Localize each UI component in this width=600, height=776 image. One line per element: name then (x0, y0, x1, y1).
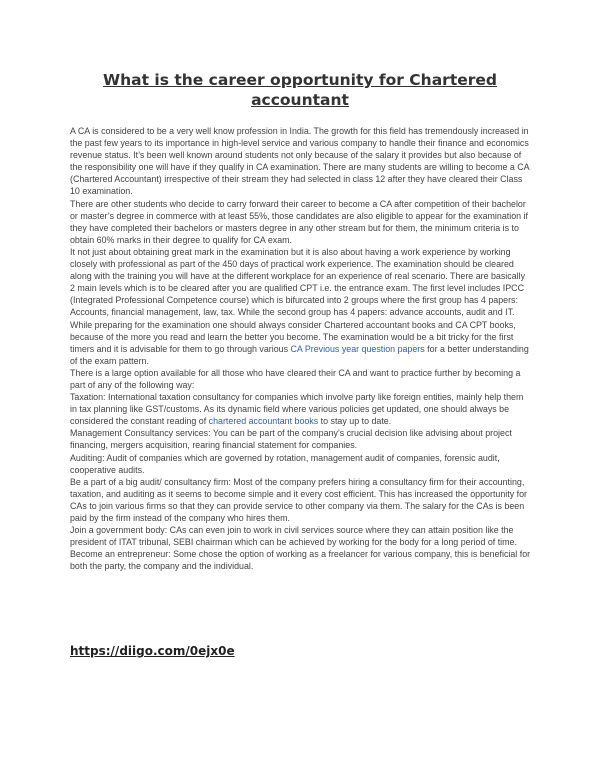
paragraph-preparation-text-end: for a better understanding of the exam pattern. (70, 343, 529, 366)
document-title: What is the career opportunity for Chartered accountant (103, 71, 497, 109)
paragraph-preparation-text: While preparing for the examination one should always consider Chartered accountant books and CA CPT books, because of the more you read and learn the better you become. The examination would be a bit tricky for the first timers and it is advisable for them to go through various (70, 319, 516, 354)
paragraph-taxation-text-end: to stay up to date. (318, 416, 392, 427)
paragraph-eligibility: There are other students who decide to carry forward their career to become a CA after competition of their bachelor or master’s degree in commerce with at least 55%, those candidates are also eligible to appear for the examination if they have completed their bachelors or masters degree in any other stream but for them, the minimum criteria is to obtain 60% marks in their degree to qualify for CA exam. (70, 198, 528, 245)
paragraph-preparation (70, 319, 532, 367)
paragraph-exam-levels: It not just about obtaining great mark in the examination but it is also about having a work experience by working closely with professional as part of the 450 days of practical work experience. The examination should be cleared along with the training you will have at the different workplace for an experience of real scenario. There are basically 2 main levels which is to be cleared after you are qualified CPT i.e. the entrance exam. The first level includes IPCC (Integrated Professional Competence course) which is bifurcated into 2 groups where the first group has 4 papers: Accounts, financial management, law, tax. While the second group has 4 papers: advance accounts, audit and IT. (70, 246, 526, 318)
paragraph-government-body: Join a government body: CAs can even join to work in civil services source where they can attain position like the president of ITAT tribunal, SEBI chairman which can be achieved by working for the body for a long period of time. (70, 525, 517, 548)
diigo-footer-link[interactable]: https://diigo.com/0ejx0e (70, 644, 235, 658)
document-body (70, 125, 532, 572)
paragraph-audit-firm: Be a part of a big audit/ consultancy firm: Most of the company prefers hiring a consultancy firm for their accounting, taxation, and auditing as it seems to become simple and it every cost efficient. This has increased the opportunity for CAs to join various firms so that they can provide service to other company via them. The salary for the CAs is been paid by the firm instead of the company who hires them. (70, 476, 527, 523)
paragraph-management-consultancy: Management Consultancy services: You can be part of the company’s crucial decision like advising about project financing, mergers acquisition, rearing financial statement for companies. (70, 428, 512, 451)
paragraph-intro: A CA is considered to be a very well know profession in India. The growth for this field has tremendously increased in the past few years to its importance in high-level service and various company to handle their finance and economics revenue status. It’s been well known around students not only because of the salary it provides but also because of the responsibility one will have if they qualify in CA examination. There are many students are willing to become a CA (Chartered Accountant) irrespective of their stream they had selected in class 12 after they have cleared their Class 10 examination. (70, 126, 530, 197)
paragraph-taxation (70, 391, 532, 427)
paragraph-options: There is a large option available for all those who have cleared their CA and want to practice further by becoming a part of any of the following way: (70, 367, 521, 390)
paragraph-auditing: Auditing: Audit of companies which are governed by rotation, management audit of companies, forensic audit, cooperative audits. (70, 452, 500, 475)
paragraph-taxation-text: Taxation: International taxation consultancy for companies which involve party like foreign entities, mainly help them in tax planning like GST/customs. As its dynamic field where various policies get updated, one should always be considered the constant reading of (70, 392, 524, 427)
ca-previous-year-papers-link[interactable]: CA Previous year question papers (290, 343, 425, 354)
paragraph-entrepreneur: Become an entrepreneur: Some chose the option of working as a freelancer for various company, this is beneficial for both the party, the company and the individual. (70, 549, 531, 572)
chartered-accountant-books-link[interactable]: chartered accountant books (208, 416, 319, 427)
